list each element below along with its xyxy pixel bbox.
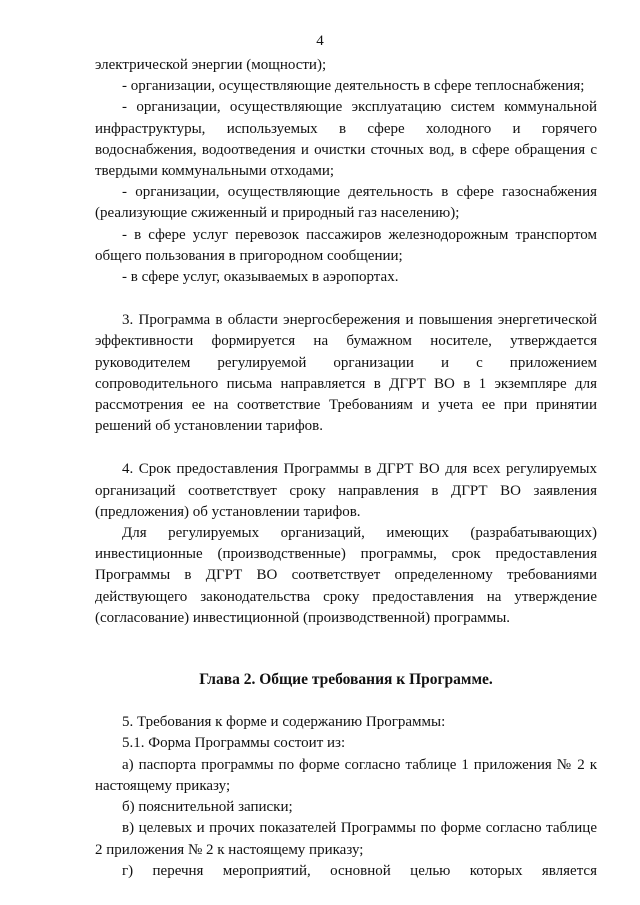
- list-item-a-passport: а) паспорта программы по форме согласно таблице 1 приложения № 2 к настоящему приказу;: [95, 756, 597, 794]
- paragraph-4: 4. Срок предоставления Программы в ДГРТ ВО для всех регулируемых организаций соответствует сроку направления в ДГРТ ВО заявления (предложения) об установлении тарифов.: [95, 461, 597, 520]
- paragraph-5-1: 5.1. Форма Программы состоит из:: [122, 735, 346, 752]
- list-item-gas-supply: - организации, осуществляющие деятельность в сфере газоснабжения (реализующие сжиженный и природный газ населению);: [95, 184, 597, 222]
- paragraph-continuation: электрической энергии (мощности);: [95, 57, 327, 73]
- paragraph-5: 5. Требования к форме и содержанию Программы:: [122, 714, 446, 731]
- list-item-d-measures: г) перечня мероприятий, основной целью которых является: [122, 862, 597, 879]
- spacer: [95, 288, 597, 310]
- paragraph-3: 3. Программа в области энергосбережения и повышения энергетической эффективности формируется на бумажном носителе, утверждается руководителем регулируемой организации и с приложением сопроводительного письма направляется в ДГРТ ВО в 1 экземпляре для рассмотрения ее на соответствие Требованиям и учета ее при принятии решений об установлении тарифов.: [95, 312, 597, 435]
- list-item-c-indicators: в) целевых и прочих показателей Программы по форме согласно таблице 2 приложения № 2 к настоящему приказу;: [95, 820, 597, 858]
- list-item-communal-infrastructure: - организации, осуществляющие эксплуатацию систем коммунальной инфраструктуры, используемых в сфере холодного и горячего водоснабжения, водоотведения и очистки сточных вод, в сфере обращения с твердыми коммунальными отходами;: [95, 99, 597, 180]
- spacer: [95, 437, 597, 459]
- spacer: [95, 629, 597, 651]
- chapter-heading: Глава 2. Общие требования к Программе.: [199, 671, 493, 689]
- list-item-heat-supply: - организации, осуществляющие деятельность в сфере теплоснабжения;: [122, 78, 585, 95]
- list-item-b-explanatory-note: б) пояснительной записки;: [122, 799, 293, 816]
- document-body: [95, 55, 597, 882]
- spacer: [95, 690, 597, 712]
- list-item-railway-transport: - в сфере услуг перевозок пассажиров железнодорожным транспортом общего пользования в пригородном сообщении;: [95, 226, 597, 264]
- list-item-airports: - в сфере услуг, оказываемых в аэропортах.: [122, 269, 399, 286]
- spacer: [95, 651, 597, 669]
- page-number: 4: [316, 33, 324, 49]
- paragraph-4-investment: Для регулируемых организаций, имеющих (разрабатывающих) инвестиционные (производственные) программы, срок предоставления Программы в ДГРТ ВО соответствует определенному требованиями действующего законодательства сроку предоставления на утверждение (согласование) инвестиционной (производственной) программы.: [95, 525, 597, 626]
